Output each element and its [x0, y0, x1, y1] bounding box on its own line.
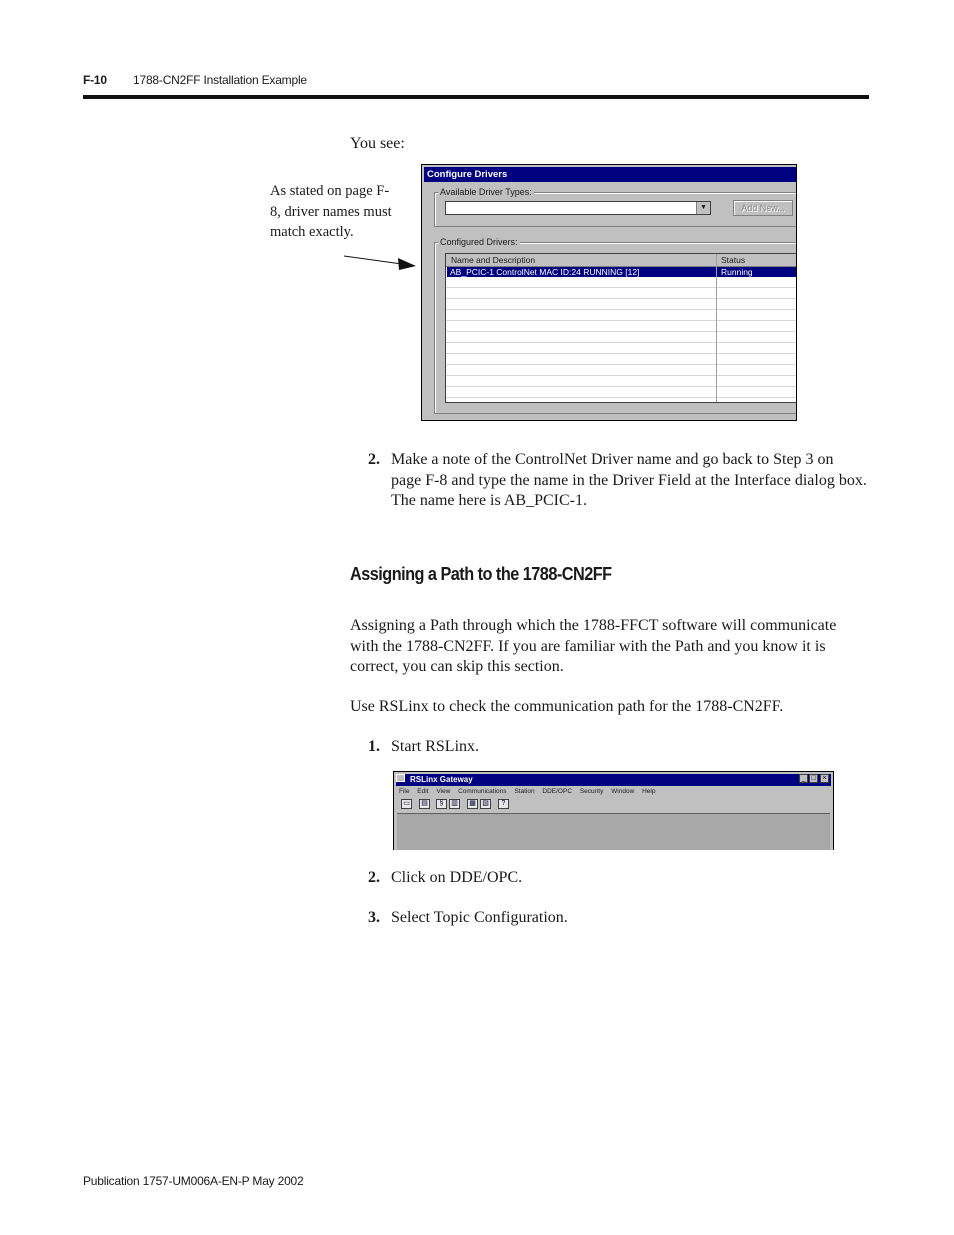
config-icon[interactable]: ▧	[480, 799, 491, 809]
step-3-number: 3.	[368, 909, 380, 926]
list-header	[446, 254, 797, 267]
menu-security[interactable]: Security	[579, 788, 604, 795]
rslinx-window	[393, 771, 834, 850]
menu-edit[interactable]: Edit	[417, 788, 429, 795]
step-1-number: 1.	[368, 738, 380, 755]
menu-station[interactable]: Station	[514, 788, 535, 795]
dialog-title: Configure Drivers	[424, 167, 796, 182]
menu-bar	[399, 788, 661, 795]
minimize-icon[interactable]: _	[799, 774, 808, 783]
menu-view[interactable]: View	[436, 788, 451, 795]
configured-drivers-list[interactable]	[445, 253, 797, 403]
running-header: 1788-CN2FF Installation Example	[133, 73, 307, 87]
intro-text: You see:	[350, 135, 405, 152]
step-2b-text: Click on DDE/OPC.	[391, 869, 523, 886]
available-drivers-label: Available Driver Types:	[440, 187, 532, 197]
col-name-header[interactable]: Name and Description	[451, 255, 536, 265]
menu-communications[interactable]: Communications	[458, 788, 507, 795]
topic-icon[interactable]: ▦	[467, 799, 478, 809]
step-1-text: Start RSLinx.	[391, 738, 480, 755]
driver-type-select[interactable]	[445, 201, 711, 215]
column-divider	[716, 254, 717, 402]
app-icon	[396, 774, 405, 782]
open-folder-icon[interactable]: ▭	[401, 799, 412, 809]
col-status-header[interactable]: Status	[721, 255, 746, 265]
driver-icon[interactable]: ▥	[449, 799, 460, 809]
page-number: F-10	[83, 73, 107, 87]
driver-status: Running	[721, 267, 753, 277]
rslinx-title: RSLinx Gateway	[396, 774, 831, 786]
list-rows	[446, 277, 797, 403]
menu-window[interactable]: Window	[611, 788, 635, 795]
section-heading: Assigning a Path to the 1788-CN2FF	[350, 563, 612, 584]
chevron-down-icon[interactable]: ▼	[696, 202, 710, 214]
list-item[interactable]	[447, 267, 797, 277]
menu-dde-opc[interactable]: DDE/OPC	[542, 788, 573, 795]
driver-name: AB_PCIC-1 ControlNet MAC ID:24 RUNNING [12]	[450, 267, 640, 277]
configured-drivers-label: Configured Drivers:	[440, 237, 518, 247]
configure-drivers-dialog	[421, 164, 797, 421]
menu-help[interactable]: Help	[642, 788, 656, 795]
rslinx-workspace	[397, 813, 830, 850]
help-icon[interactable]: ?	[498, 799, 509, 809]
publication-footer: Publication 1757-UM006A-EN-P May 2002	[83, 1174, 304, 1188]
close-icon[interactable]: ×	[820, 774, 829, 783]
step-2b-number: 2.	[368, 869, 380, 886]
paragraph-1: Assigning a Path through which the 1788-FFCT software will communicate with the 1788-CN2FF. If you are familiar with the Path and you know it is correct, you can skip this section.	[350, 617, 837, 675]
paragraph-2: Use RSLinx to check the communication path for the 1788-CN2FF.	[350, 698, 784, 715]
menu-file[interactable]: File	[399, 788, 410, 795]
callout-note: As stated on page F-8, driver names must match exactly.	[270, 183, 392, 240]
header-rule	[83, 95, 869, 99]
network-icon[interactable]: §	[436, 799, 447, 809]
add-new-button[interactable]: Add New...	[733, 200, 793, 216]
print-icon[interactable]: ▤	[419, 799, 430, 809]
step-3-text: Select Topic Configuration.	[391, 909, 568, 926]
step-2-text: Make a note of the ControlNet Driver name and go back to Step 3 on page F-8 and type the name in the Driver Field at the Interface dialog box. The name here is AB_PCIC-1.	[391, 451, 867, 509]
maximize-icon[interactable]: □	[809, 774, 818, 783]
step-2-number: 2.	[368, 451, 380, 468]
callout-arrow	[340, 250, 420, 272]
